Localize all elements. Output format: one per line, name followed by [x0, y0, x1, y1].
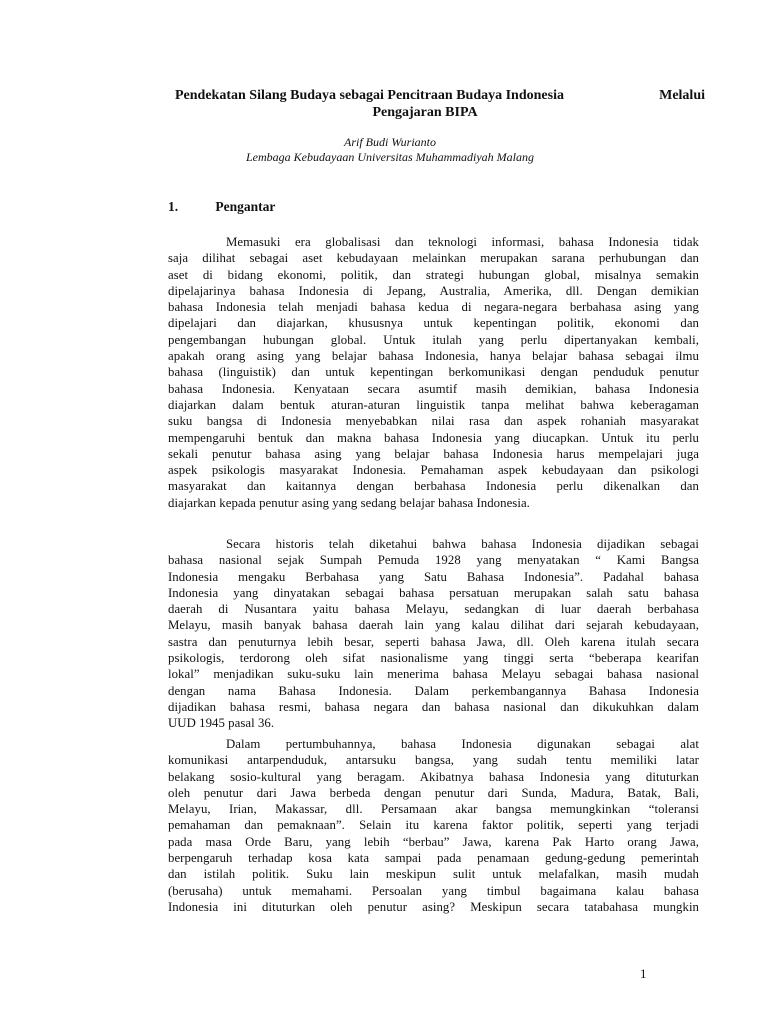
text-line: sekali penutur bahasa asing yang belajar bahasa Indonesia harus mempelajari juga [168, 446, 699, 461]
title-main-end: Melalui [659, 88, 705, 103]
title-line-2: Pengajaran BIPA [372, 105, 478, 120]
text-line: (berusaha) untuk memahami. Persoalan yang timbul bagaimana kalau bahasa [168, 883, 699, 898]
author-affiliation: Lembaga Kebudayaan Universitas Muhammadiyah Malang [246, 150, 534, 164]
text-line: psikologis, terdorong oleh sifat nasionalisme yang tinggi serta “beberapa kearifan [168, 651, 699, 666]
text-line: pemahaman dan pemaknaan”. Selain itu karena faktor politik, seperti yang terjadi [168, 818, 699, 833]
text-line: Melayu, masih banyak bahasa daerah lain yang kalau dilihat dari sejarah kebudayaan, [168, 618, 699, 633]
paragraph-2 [168, 536, 699, 732]
text-line: bahasa nasional sejak Sumpah Pemuda 1928 yang menyatakan “ Kami Bangsa [168, 553, 699, 568]
text-line: Secara historis telah diketahui bahwa bahasa Indonesia dijadikan sebagai [226, 537, 699, 551]
paragraph-1 [168, 234, 699, 511]
paragraph-3 [168, 736, 699, 915]
text-line: dipelajarinya bahasa Indonesia di Jepang, Australia, Amerika, dll. Dengan demikian [168, 283, 699, 298]
section-heading [168, 199, 275, 215]
section-number: 1. [168, 199, 179, 214]
text-line: belakang sosio-kultural yang beragam. Akibatnya bahasa Indonesia yang dituturkan [168, 769, 699, 784]
text-line: apakah orang asing yang belajar bahasa Indonesia, hanya belajar bahasa sebagai ilmu [168, 349, 699, 364]
text-line: lokal” menjadikan suku-suku lain menerima bahasa Melayu sebagai bahasa nasional [168, 667, 699, 682]
author-name: Arif Budi Wurianto [343, 135, 436, 149]
text-line: sastra dan penuturnya lebih besar, seperti bahasa Jawa, dll. Oleh karena itulah secara [168, 634, 699, 649]
text-line: Indonesia mengaku Berbahasa yang Satu Bahasa Indonesia”. Padahal bahasa [168, 569, 699, 584]
text-line: Indonesia yang dinyatakan sebagai bahasa persatuan merupakan salah satu bahasa [168, 585, 699, 600]
text-line: bahasa Indonesia telah menjadi bahasa kedua di negara-negara berbahasa asing yang [168, 300, 699, 315]
text-line: bahasa Indonesia. Kenyataan secara asumtif masih demikian, bahasa Indonesia [168, 381, 699, 396]
text-line: dipelajari dan diajarkan, khususnya untuk kepentingan politik, ekonomi dan [168, 316, 699, 331]
text-line: aspek psikologis masyarakat Indonesia. Pemahaman aspek kebudayaan dan psikologi [168, 463, 699, 478]
title-line-1 [175, 87, 705, 104]
text-line: dijadikan bahasa resmi, bahasa negara dan bahasa nasional dan dikukuhkan dalam [168, 699, 699, 714]
text-line: bahasa (linguistik) dan untuk kepentingan berkomunikasi dengan penduduk penutur [168, 365, 699, 380]
text-line: dengan nama Bahasa Indonesia. Dalam perkembangannya Bahasa Indonesia [168, 683, 699, 698]
text-line: berpengaruh terhadap kosa kata sampai pada penamaan gedung-gedung pemerintah [168, 851, 699, 866]
text-line: Melayu, Irian, Makassar, dll. Persamaan akar bangsa memungkinkan “toleransi [168, 802, 699, 817]
text-line: suku bangsa di Indonesia menyebabkan nilai rasa dan aspek rohaniah masyarakat [168, 414, 699, 429]
text-line: daerah di Nusantara yaitu bahasa Melayu, sedangkan di luar daerah berbahasa [168, 602, 699, 617]
page-number: 1 [640, 966, 647, 981]
text-line: komunikasi antarpenduduk, antarsuku bangsa, yang sudah tentu memiliki latar [168, 753, 699, 768]
title-main: Pendekatan Silang Budaya sebagai Pencitraan Budaya Indonesia [175, 88, 564, 103]
text-line: dan istilah politik. Suku lain meskipun sulit untuk melafalkan, masih mudah [168, 867, 699, 882]
text-line: mempengaruhi bentuk dan makna bahasa Indonesia yang diucapkan. Untuk itu perlu [168, 430, 699, 445]
text-line: masyarakat dan kaitannya dengan berbahasa Indonesia perlu dikenalkan dan [168, 479, 699, 494]
text-line: pengembangan hubungan global. Untuk itulah yang perlu dipertanyakan kembali, [168, 332, 699, 347]
text-line: Memasuki era globalisasi dan teknologi informasi, bahasa Indonesia tidak [226, 235, 699, 249]
text-line: Indonesia ini dituturkan oleh penutur asing? Meskipun secara tatabahasa mungkin [168, 899, 699, 914]
text-line: diajarkan kepada penutur asing yang sedang belajar bahasa Indonesia. [168, 495, 530, 510]
text-line: UUD 1945 pasal 36. [168, 716, 275, 731]
text-line: diajarkan dalam bentuk aturan-aturan linguistik tanpa melihat bahwa keberagaman [168, 397, 699, 412]
text-line: aset di bidang ekonomi, politik, dan strategi hubungan global, misalnya semakin [168, 267, 699, 282]
text-line: oleh penutur dari Jawa berbeda dengan penutur dari Sunda, Madura, Batak, Bali, [168, 785, 699, 800]
text-line: pada masa Orde Baru, yang lebih “berbau” Jawa, karena Pak Harto orang Jawa, [168, 834, 699, 849]
section-title: Pengantar [215, 199, 276, 214]
author-block [170, 135, 610, 165]
text-line: Dalam pertumbuhannya, bahasa Indonesia digunakan sebagai alat [226, 737, 699, 751]
document-title [175, 87, 705, 121]
text-line: saja dilihat sebagai aset kebudayaan melainkan merupakan sarana perhubungan dan [168, 251, 699, 266]
